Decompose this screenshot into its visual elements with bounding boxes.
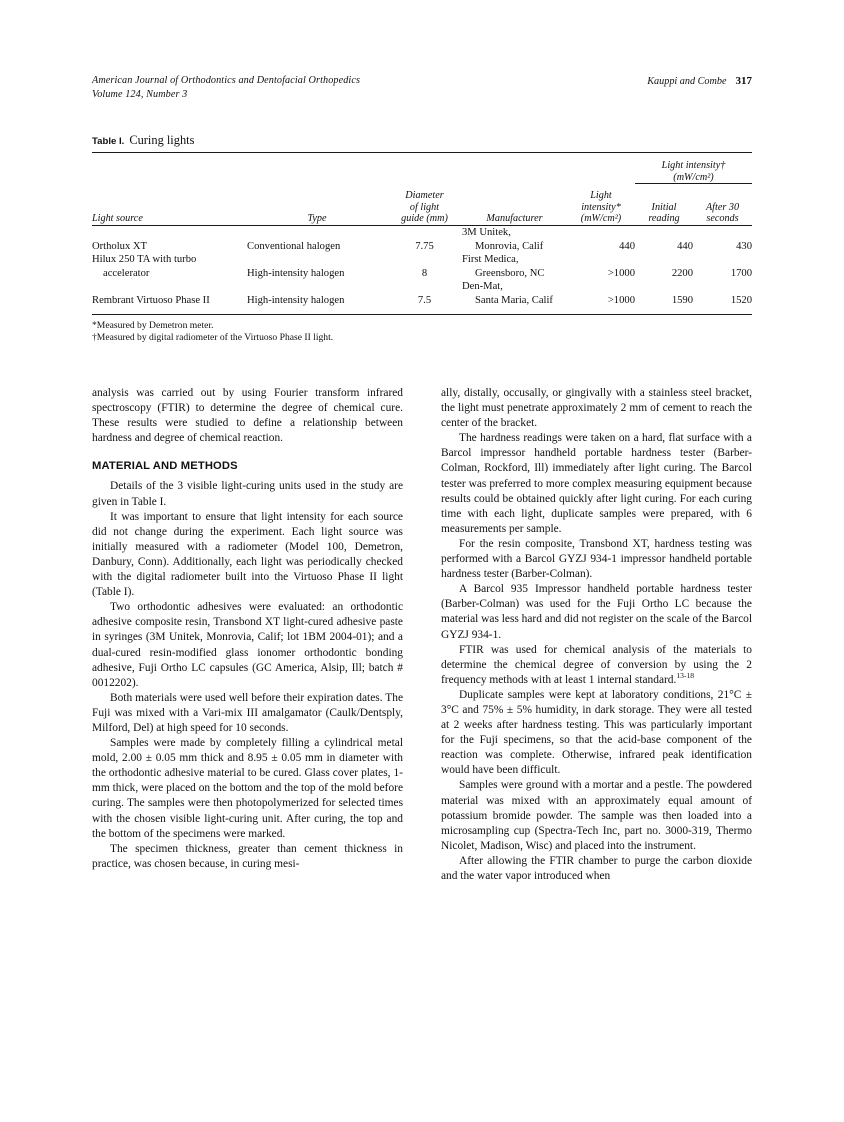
header-manufacturer: Manufacturer [486,213,543,225]
table-footnotes [92,320,752,346]
header-diameter-line2: of light [409,201,440,213]
manufacturer-name: First Medica, [462,254,519,266]
header-diameter-line1: Diameter [405,190,444,202]
manufacturer-name: Den-Mat, [462,281,503,293]
header-light-source: Light source [92,213,143,225]
cell-type: High-intensity halogen [247,267,345,279]
cell-type: Conventional halogen [247,240,341,252]
header-light-intensity [567,190,635,225]
cell-after-30-seconds: 1700 [730,267,752,279]
running-head [92,74,752,104]
column-left [92,386,403,872]
paragraph: It was important to ensure that light intensity for each source did not change during the experiment. Each light source was initially measured with a radiometer (Model 100, Demetron, Danbury, Conn). Additionally, each light was periodically checked with the digital radiometer built into the Virtuoso Phase II light (Table I). [92,510,403,599]
cell-light-intensity: 440 [619,240,635,252]
header-after-30-seconds [693,190,752,225]
table-header-spacer [92,153,752,160]
journal-name: American Journal of Orthodontics and Dentofacial Orthopedics [92,75,361,86]
cell-manufacturer [462,226,567,253]
table-rule-bottom [92,314,752,315]
paragraph: After allowing the FTIR chamber to purge the carbon dioxide and the water vapor introduced when [441,854,752,882]
citation-reference: 13-18 [676,670,695,680]
paragraph: Duplicate samples were kept at laboratory conditions, 21°C ± 3°C and 75% ± 5% humidity, in dark storage. They were all tested at 2 weeks after hardness testing. This was particularly important for the Fuji specimens, so that the acid-base component of the reaction was complete. Otherwise, infrared peak identification would have been difficult. [441,688,752,777]
light-source-name: Rembrant Virtuoso Phase II [92,294,210,306]
journal-volume: Volume 124, Number 3 [92,89,188,100]
cell-after-30-seconds: 430 [736,240,752,252]
cell-diameter: 7.5 [417,294,432,306]
cell-type: High-intensity halogen [247,294,345,306]
group-header-line1: Light intensity† [661,160,726,171]
footnote-dagger: †Measured by digital radiometer of the Virtuoso Phase II light. [92,332,334,344]
table-row [92,253,752,280]
section-heading-material-and-methods: MATERIAL AND METHODS [92,460,238,473]
cell-initial-reading: 2200 [671,267,693,279]
curing-lights-table [92,152,752,315]
cell-initial-reading: 440 [677,240,693,252]
table-header-row [92,190,752,225]
paragraph: The specimen thickness, greater than cement thickness in practice, was chosen because, in curing mesi- [92,842,403,870]
table-row [92,280,752,307]
table-caption [92,133,752,148]
body-columns [92,386,752,1066]
header-after30-line2: seconds [706,213,739,225]
cell-light-source [92,280,247,307]
paragraph-text: FTIR was used for chemical analysis of the materials to determine the chemical degree of conversion by using the 2 frequency methods with at least 1 internal standard. [441,643,752,686]
header-initial-line1: Initial [651,201,677,213]
cell-light-intensity: >1000 [607,267,635,279]
footnote-asterisk: *Measured by Demetron meter. [92,319,214,331]
paragraph: A Barcol 935 Impressor handheld portable hardness tester (Barber-Colman) was used for the Fuji Ortho LC because the material was less hard and did not register on the scale of the Barcol GYZJ 934-1. [441,583,752,641]
paragraph: Details of the 3 visible light-curing units used in the study are given in Table I. [92,480,403,508]
light-source-name-cont: accelerator [103,267,150,279]
cell-light-source [92,253,247,280]
group-header-light-intensity [635,160,752,183]
paragraph-intro-continued: analysis was carried out by using Fourier transform infrared spectroscopy (FTIR) to determine the degree of chemical cure. These results were studied to define a relationship between hardness and degree of chemical reaction. [92,387,403,445]
paragraph: Both materials were used well before their expiration dates. The Fuji was mixed with a Vari-mix III amalgamator (Caulk/Dentsply, Milford, Del) at high speed for 10 seconds. [92,691,403,734]
header-initial-line2: reading [648,213,680,225]
cell-manufacturer [462,280,567,307]
paragraph: The hardness readings were taken on a hard, flat surface with a Barcol impressor handheld portable hardness tester (Barber-Colman, Rockford, Ill) immediately after light curing. The Barcol tester was preferred to more complex measuring equipment because results could be obtained quickly after light curing. For each curing time with each light, duplicate samples were prepared, with 6 measurements per sample. [441,432,752,535]
paragraph: Samples were made by completely filling a cylindrical metal mold, 2.00 ± 0.05 mm thick and 8.95 ± 0.05 mm in diameter with the orthodontic adhesive material to be cured. Glass cover plates, 1-mm thick, were placed on the bottom and the top of the mold before curing. The samples were then photopolymerized for selected times with the chosen visible light-curing unit. After curing, the top and the bottom of the specimens were marked. [92,737,403,840]
header-after30-line1: After 30 [705,201,740,213]
header-light-intensity-line1: Light [590,190,612,202]
running-head-right [647,74,752,89]
table-label: Table I. [92,136,125,147]
table-group-header-row [92,160,752,183]
column-right [441,386,752,884]
cell-diameter: 8 [421,267,428,279]
journal-title [92,74,360,102]
light-source-name: Hilux 250 TA with turbo [92,254,197,266]
manufacturer-location: Greensboro, NC [475,267,545,279]
manufacturer-name: 3M Unitek, [462,226,511,238]
table-block [92,133,752,345]
light-source-name: Ortholux XT [92,240,148,252]
header-type: Type [307,213,327,225]
table-row [92,226,752,253]
paragraph: For the resin composite, Transbond XT, hardness testing was performed with a Barcol GYZJ 934-1 impressor handheld portable hardness tester (Barber-Colman). [441,537,752,581]
cell-manufacturer [462,253,567,280]
manufacturer-location: Monrovia, Calif [475,240,544,252]
header-diameter [387,190,462,225]
paragraph: Samples were ground with a mortar and a pestle. The powdered material was mixed with an approximately equal amount of potassium bromide powder. The sample was then loaded into a microsampling cup (Spectra-Tech Inc, part no. 3000-319, Thermo Nicolet, Madison, Wisc) and placed into the instrument. [441,779,752,852]
cell-light-intensity: >1000 [607,294,635,306]
authors-name: Kauppi and Combe [647,76,727,87]
paragraph: Two orthodontic adhesives were evaluated: an orthodontic adhesive composite resin, Transbond XT light-cured adhesive paste in syringes (3M Unitek, Monrovia, Calif; lot 1BM 2004-01); and a dual-cured resin-modified glass ionomer orthodontic bonding adhesive, Fuji Ortho LC capsules (GC America, Alsip, Ill; batch # 0012202). [92,601,403,689]
cell-diameter: 7.75 [415,240,434,252]
table-title: Curing lights [129,133,195,147]
header-light-intensity-line2: intensity* [581,201,621,213]
header-light-intensity-line3: (mW/cm²) [580,213,622,225]
page-number: 317 [735,75,752,87]
cell-light-source [92,226,247,253]
group-header-line2: (mW/cm²) [673,171,714,183]
paragraph-continued: ally, distally, occusally, or gingivally with a stainless steel bracket, the light must penetrate approximately 2 mm of cement to reach the center of the bracket. [441,387,752,430]
manufacturer-location: Santa Maria, Calif [475,294,553,306]
paragraph-with-citation [441,643,752,688]
cell-initial-reading: 1590 [671,294,693,306]
cell-after-30-seconds: 1520 [730,294,752,306]
header-initial-reading [635,190,693,225]
header-diameter-line3: guide (mm) [401,213,448,225]
